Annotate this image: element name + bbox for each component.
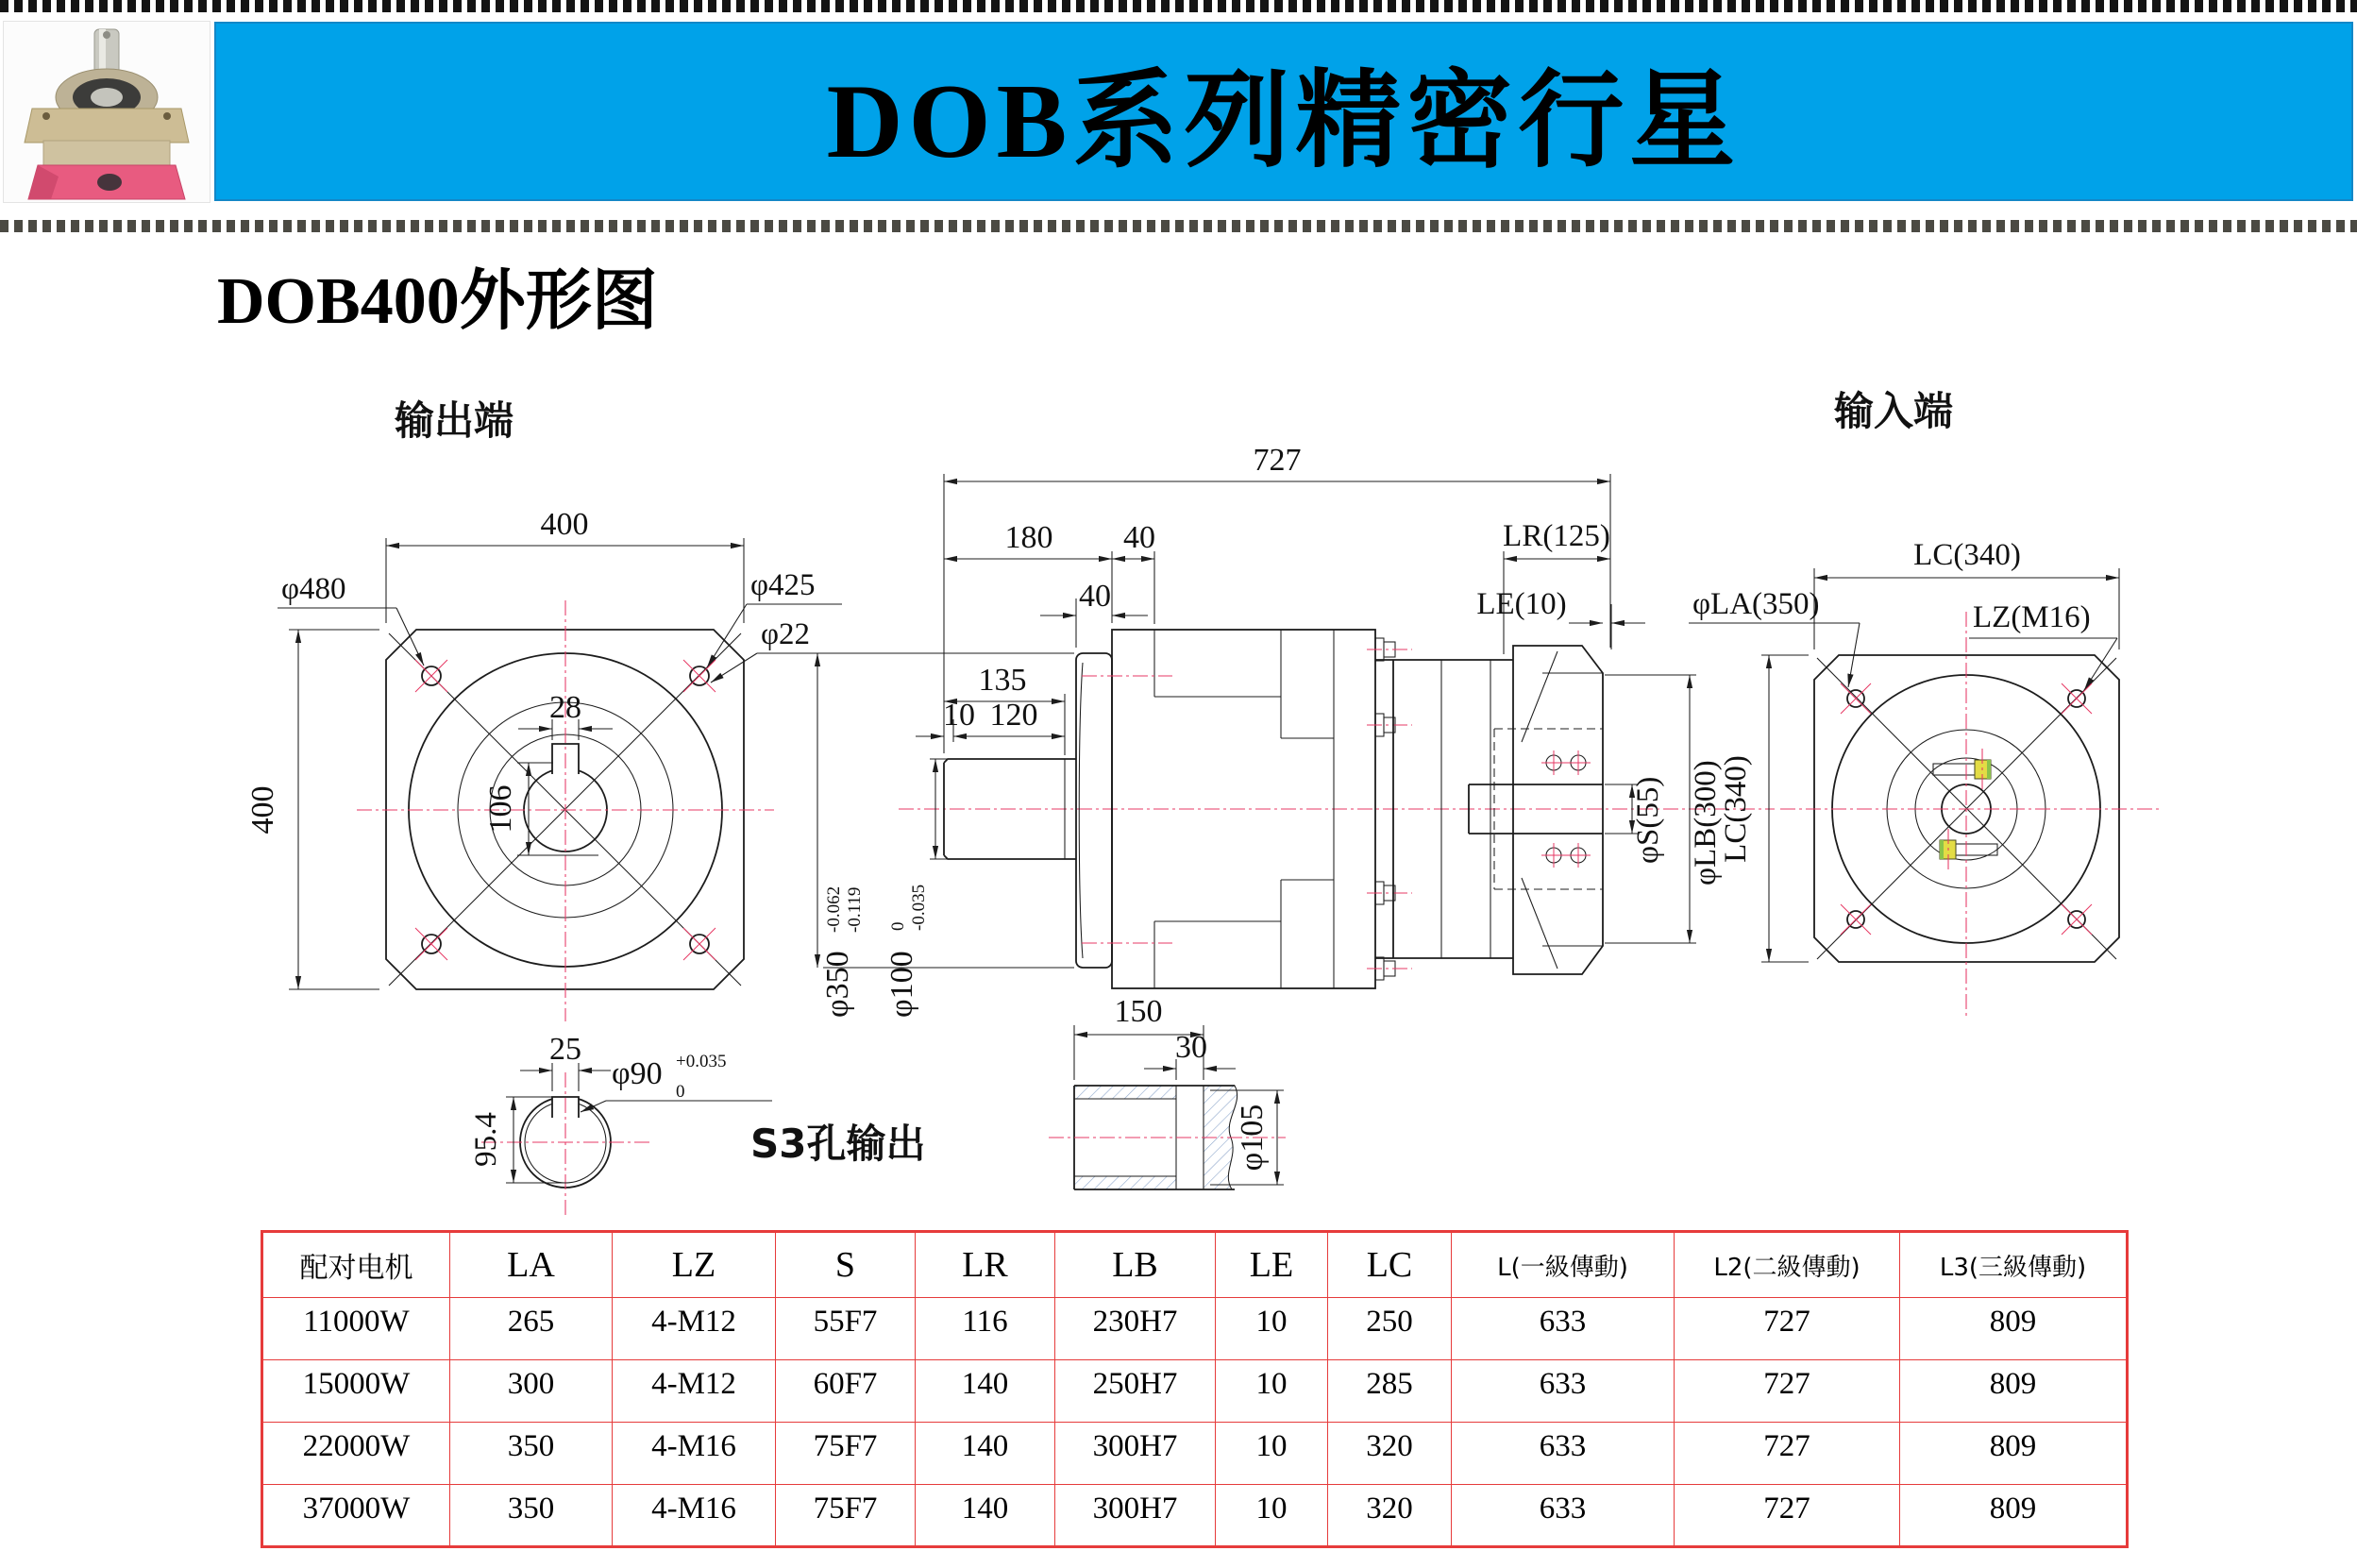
table-header-row	[262, 1232, 2128, 1298]
cell-r1-c10: 809	[1900, 1360, 2128, 1423]
page-title: DOB系列精密行星	[826, 62, 1742, 180]
cell-r3-c8: 633	[1452, 1485, 1675, 1547]
dim-dia350: φ350-0.062-0.119	[820, 885, 865, 1018]
cell-r2-c6: 10	[1216, 1423, 1328, 1485]
cell-r1-c9: 727	[1675, 1360, 1900, 1423]
output-view-dimensions	[245, 507, 842, 989]
dim-120: 120	[989, 698, 1038, 733]
dim-dia22: φ22	[761, 617, 811, 651]
dim-40-upper: 40	[1123, 520, 1155, 555]
cell-r2-c9: 727	[1675, 1423, 1900, 1485]
cell-r2-c3: 75F7	[776, 1423, 916, 1485]
cell-r3-c1: 350	[450, 1485, 613, 1547]
side-view-dimensions	[817, 443, 1723, 1018]
input-view-geometry	[1780, 612, 2162, 1017]
dim-106: 106	[483, 784, 518, 834]
column-header-7: LC	[1328, 1232, 1452, 1298]
section-title: DOB400外形图	[217, 265, 658, 338]
cell-r0-c10: 809	[1900, 1298, 2128, 1360]
cell-r3-c4: 140	[916, 1485, 1055, 1547]
dim-LR125: LR(125)	[1503, 519, 1610, 553]
dim-dia100: φ1000-0.035	[884, 884, 929, 1018]
column-header-9: L2(二級傳動)	[1675, 1232, 1900, 1298]
dim-400-width: 400	[540, 507, 589, 542]
column-header-0: 配对电机	[262, 1232, 450, 1298]
cell-r2-c10: 809	[1900, 1423, 2128, 1485]
cell-r0-c1: 265	[450, 1298, 613, 1360]
dim-diaS55: φS(55)	[1631, 776, 1665, 864]
cell-r1-c2: 4-M12	[613, 1360, 776, 1423]
s3-detail-dimensions	[469, 1032, 772, 1183]
cell-r3-c6: 10	[1216, 1485, 1328, 1547]
dim-dia90: φ90 +0.035 0	[612, 1052, 727, 1102]
cell-r2-c2: 4-M16	[613, 1423, 776, 1485]
input-view-label: 输入端	[1834, 388, 1954, 434]
cell-r3-c7: 320	[1328, 1485, 1452, 1547]
cell-r3-c10: 809	[1900, 1485, 2128, 1547]
dim-180: 180	[1004, 520, 1053, 555]
cell-r1-c5: 250H7	[1055, 1360, 1216, 1423]
cell-r3-c3: 75F7	[776, 1485, 916, 1547]
dim-28: 28	[549, 690, 581, 725]
dim-25: 25	[549, 1032, 581, 1067]
dim-135: 135	[978, 663, 1027, 698]
cell-r2-c1: 350	[450, 1423, 613, 1485]
column-header-1: LA	[450, 1232, 613, 1298]
cell-r0-c7: 250	[1328, 1298, 1452, 1360]
dim-dia425: φ425	[750, 568, 816, 602]
column-header-8: L(一級傳動)	[1452, 1232, 1675, 1298]
cell-r1-c6: 10	[1216, 1360, 1328, 1423]
cell-r3-c2: 4-M16	[613, 1485, 776, 1547]
cell-r0-c5: 230H7	[1055, 1298, 1216, 1360]
dim-95-4: 95.4	[469, 1112, 503, 1167]
dim-400-height: 400	[245, 785, 280, 835]
dim-150: 150	[1114, 994, 1163, 1029]
cell-r0-c6: 10	[1216, 1298, 1328, 1360]
dim-10: 10	[943, 698, 975, 733]
cell-r2-c8: 633	[1452, 1423, 1675, 1485]
cell-r1-c7: 285	[1328, 1360, 1452, 1423]
dim-LE10: LE(10)	[1476, 587, 1567, 621]
cell-r2-c0: 22000W	[262, 1423, 450, 1485]
input-view-dimensions	[1689, 538, 2119, 962]
dim-dia480: φ480	[281, 572, 346, 606]
output-view-label: 输出端	[395, 397, 514, 444]
table-row-0	[262, 1298, 2128, 1360]
cell-r2-c4: 140	[916, 1423, 1055, 1485]
cell-r3-c0: 37000W	[262, 1485, 450, 1547]
column-header-3: S	[776, 1232, 916, 1298]
output-view-geometry	[357, 600, 774, 1021]
cell-r1-c1: 300	[450, 1360, 613, 1423]
cell-r0-c9: 727	[1675, 1298, 1900, 1360]
table-row-3	[262, 1485, 2128, 1547]
dim-40-lower: 40	[1079, 579, 1111, 614]
dim-diaLB300: φLB(300)	[1689, 760, 1723, 885]
column-header-2: LZ	[613, 1232, 776, 1298]
spec-table	[261, 1230, 2129, 1548]
table-row-2	[262, 1423, 2128, 1485]
cell-r1-c4: 140	[916, 1360, 1055, 1423]
cell-r1-c8: 633	[1452, 1360, 1675, 1423]
cell-r1-c3: 60F7	[776, 1360, 916, 1423]
table-row-1	[262, 1360, 2128, 1423]
column-header-5: LB	[1055, 1232, 1216, 1298]
dim-LC340-left: LC(340)	[1719, 755, 1753, 863]
dim-LC340-top: LC(340)	[1913, 538, 2021, 572]
dim-30: 30	[1175, 1030, 1207, 1065]
dim-727: 727	[1253, 443, 1302, 478]
dim-diaLA350: φLA(350)	[1692, 587, 1820, 621]
dim-dia105: φ105	[1235, 1104, 1270, 1172]
column-header-4: LR	[916, 1232, 1055, 1298]
dim-LZ-M16: LZ(M16)	[1973, 600, 2091, 634]
cell-r3-c5: 300H7	[1055, 1485, 1216, 1547]
cell-r3-c9: 727	[1675, 1485, 1900, 1547]
cell-r0-c2: 4-M12	[613, 1298, 776, 1360]
cell-r0-c3: 55F7	[776, 1298, 916, 1360]
cell-r1-c0: 15000W	[262, 1360, 450, 1423]
cell-r2-c7: 320	[1328, 1423, 1452, 1485]
cell-r0-c4: 116	[916, 1298, 1055, 1360]
column-header-6: LE	[1216, 1232, 1328, 1298]
s3-label: S3孔输出	[750, 1121, 926, 1167]
cell-r0-c0: 11000W	[262, 1298, 450, 1360]
cell-r0-c8: 633	[1452, 1298, 1675, 1360]
s3-detail-geometry	[481, 1072, 651, 1216]
cell-r2-c5: 300H7	[1055, 1423, 1216, 1485]
column-header-10: L3(三級傳動)	[1900, 1232, 2128, 1298]
